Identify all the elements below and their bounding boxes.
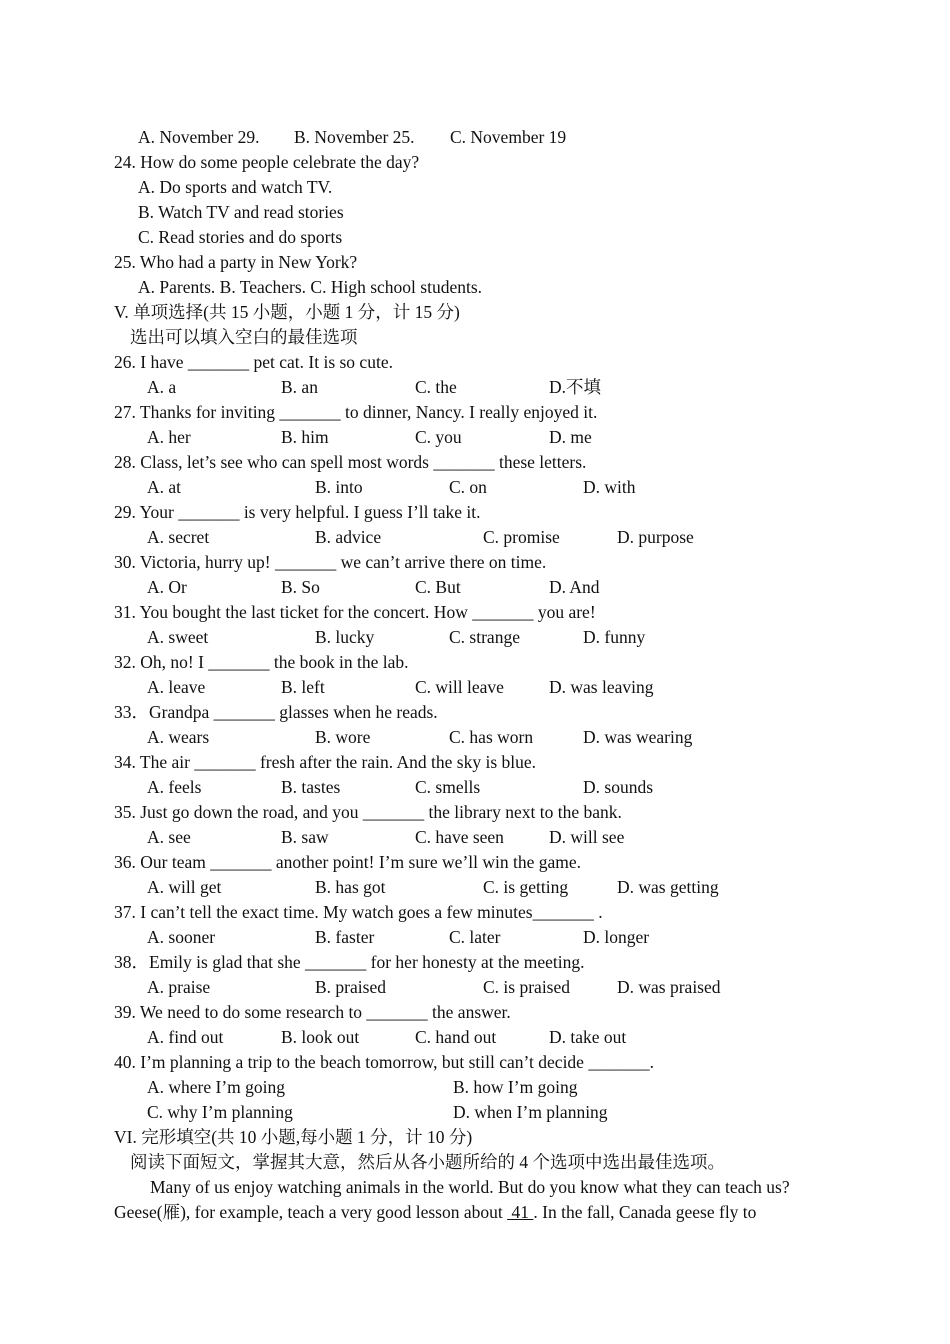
option-a: A. praise [147,977,211,997]
option-d: D. longer [583,927,650,947]
option-a: A. wears [147,727,210,747]
option-b: B. faster [315,927,375,947]
blank-41 [507,1202,533,1222]
section-5-instruction: 选出可以填入空白的最佳选项 [130,327,358,347]
option-b: B. So [281,577,320,597]
question-stem: 37. I can’t tell the exact time. My watch goes a few minutes_______ . [114,902,603,922]
option-d: D. will see [549,827,625,847]
option-c: C. is getting [483,877,569,897]
option-a: A. sooner [147,927,216,947]
option-c: C. later [449,927,501,947]
option-b: B. into [315,477,363,497]
option-d: D. sounds [583,777,654,797]
passage-line-2-end: . In the fall, Canada geese fly to [533,1202,757,1222]
question-stem: 29. Your _______ is very helpful. I guess I’ll take it. [114,502,481,522]
option-b: B. lucky [315,627,375,647]
option-c: C. But [415,577,461,597]
option-c: C. promise [483,527,560,547]
option-a: A. secret [147,527,210,547]
q24-option-a: A. Do sports and watch TV. [138,177,333,197]
question-stem: 35. Just go down the road, and you _______ the library next to the bank. [114,802,622,822]
passage-line-1: Many of us enjoy watching animals in the world. But do you know what they can teach us? [150,1177,790,1197]
option-c: C. the [415,377,457,397]
q24-option-b: B. Watch TV and read stories [138,202,344,222]
section-5-title: V. 单项选择(共 15 小题，小题 1 分，计 15 分) [114,302,460,322]
option-b: B. him [281,427,329,447]
option-d: D. me [549,427,592,447]
question-stem: 38．Emily is glad that she _______ for her honesty at the meeting. [114,952,585,972]
option-d: D. And [549,577,600,597]
option-a: A. Or [147,577,187,597]
option-a: A. see [147,827,191,847]
option-c: C. will leave [415,677,504,697]
question-stem: 34. The air _______ fresh after the rain. And the sky is blue. [114,752,537,772]
option-b: B. saw [281,827,329,847]
option-b: B. wore [315,727,371,747]
option-d: D. take out [549,1027,627,1047]
option-d: D. funny [583,627,646,647]
option-c: C. smells [415,777,481,797]
option-d: D. when I’m planning [453,1102,608,1122]
q24-stem: 24. How do some people celebrate the day? [114,152,420,172]
q23-option-c: C. November 19 [450,127,567,147]
option-b: B. an [281,377,318,397]
q23-option-a: A. November 29. [138,127,260,147]
question-stem: 33．Grandpa _______ glasses when he reads. [114,702,438,722]
option-a: A. her [147,427,191,447]
question-stem: 31. You bought the last ticket for the concert. How _______ you are! [114,602,596,622]
option-c: C. why I’m planning [147,1102,293,1122]
question-stem: 40. I’m planning a trip to the beach tomorrow, but still can’t decide _______. [114,1052,654,1072]
option-c: C. you [415,427,462,447]
option-d: D. was wearing [583,727,693,747]
option-d: D. was praised [617,977,721,997]
option-d: D. with [583,477,636,497]
option-b: B. praised [315,977,386,997]
q24-option-c: C. Read stories and do sports [138,227,343,247]
option-b: B. has got [315,877,386,897]
option-b: B. tastes [281,777,341,797]
option-a: A. sweet [147,627,209,647]
question-stem: 30. Victoria, hurry up! _______ we can’t arrive there on time. [114,552,547,572]
q25-options: A. Parents. B. Teachers. C. High school students. [138,277,483,297]
option-a: A. leave [147,677,206,697]
section-6-title: VI. 完形填空(共 10 小题,每小题 1 分，计 10 分) [114,1127,473,1147]
option-d: D. was getting [617,877,719,897]
question-stem: 27. Thanks for inviting _______ to dinner, Nancy. I really enjoyed it. [114,402,598,422]
option-c: C. hand out [415,1027,497,1047]
option-d: D. was leaving [549,677,654,697]
option-a: A. a [147,377,177,397]
option-b: B. look out [281,1027,360,1047]
option-c: C. on [449,477,487,497]
option-b: B. how I’m going [453,1077,578,1097]
question-stem: 39. We need to do some research to _______ the answer. [114,1002,511,1022]
question-stem: 26. I have _______ pet cat. It is so cute. [114,352,393,372]
option-d: D.不填 [549,377,602,397]
option-c: C. strange [449,627,520,647]
option-c: C. has worn [449,727,534,747]
option-a: A. at [147,477,182,497]
option-b: B. advice [315,527,382,547]
question-stem: 28. Class, let’s see who can spell most words _______ these letters. [114,452,587,472]
option-b: B. left [281,677,325,697]
q25-stem: 25. Who had a party in New York? [114,252,358,272]
option-c: C. have seen [415,827,504,847]
blank-41-number: 41 [511,1202,529,1222]
option-a: A. will get [147,877,222,897]
option-c: C. is praised [483,977,571,997]
option-a: A. feels [147,777,202,797]
option-d: D. purpose [617,527,694,547]
passage-line-2 [114,1200,756,1224]
option-a: A. find out [147,1027,224,1047]
question-stem: 32. Oh, no! I _______ the book in the lab. [114,652,409,672]
question-stem: 36. Our team _______ another point! I’m sure we’ll win the game. [114,852,582,872]
option-a: A. where I’m going [147,1077,286,1097]
q23-option-b: B. November 25. [294,127,415,147]
passage-line-2-start: Geese(雁), for example, teach a very good lesson about [114,1202,508,1222]
section-6-instruction: 阅读下面短文，掌握其大意，然后从各小题所给的 4 个选项中选出最佳选项。 [130,1152,725,1172]
